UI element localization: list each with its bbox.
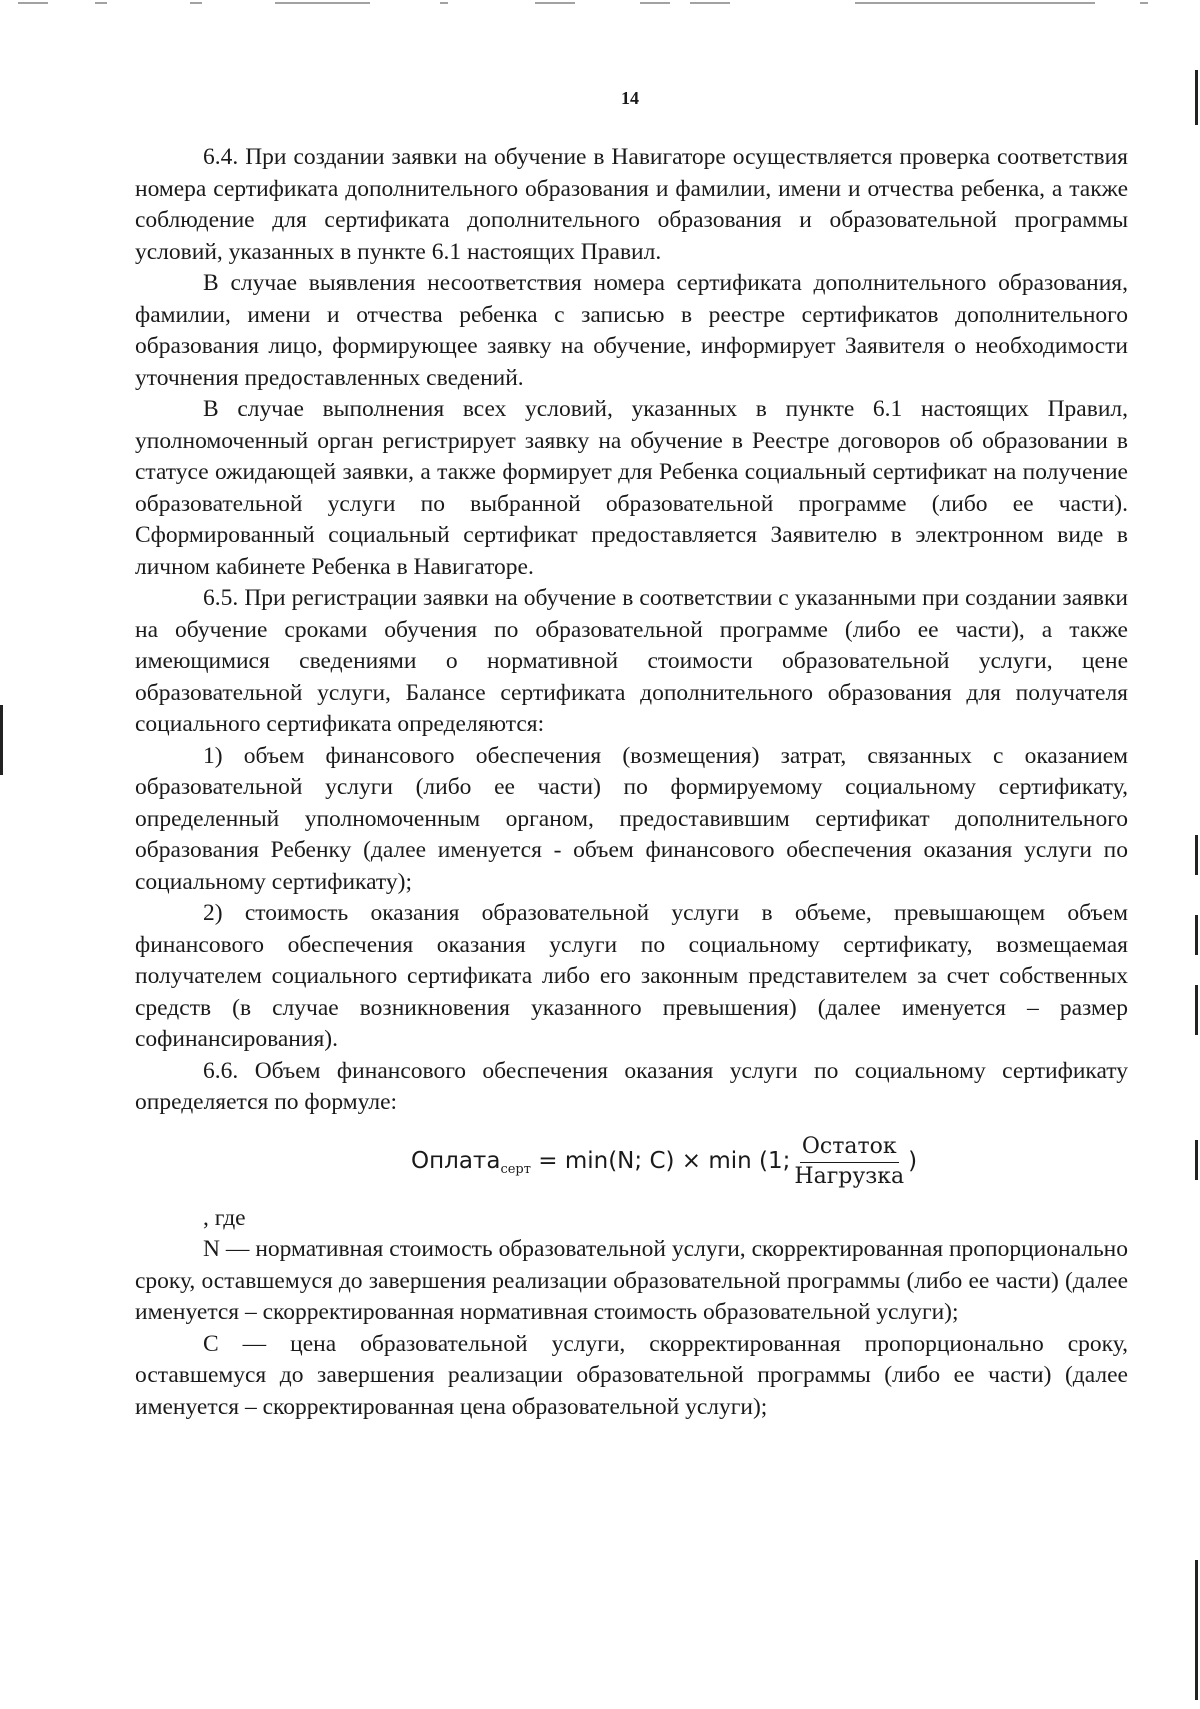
scan-edge-mark	[1195, 835, 1198, 875]
paragraph-6-4: 6.4. При создании заявки на обучение в Навигаторе осуществляется проверка соответствия номера сертификата дополнительного образования и фамилии, имени и отчества ребенка, а также соблюдение для сертификата дополнительного образования и образовательной программы условий, указанных в пункте 6.1 настоящих Правил.	[135, 144, 1128, 265]
paragraph-conditions-met: В случае выполнения всех условий, указанных в пункте 6.1 настоящих Правил, уполномоченный орган регистрирует заявку на обучение в Реестре договоров об образовании в статусе ожидающей заявки, а также формирует для Ребенка социальный сертификат на получение образовательной услуги по выбранной образовательной программе (либо ее части). Сформированный социальный сертификат предоставляется Заявителю в электронном виде в личном кабинете Ребенка в Навигаторе.	[135, 396, 1128, 580]
formula-where: , где	[203, 1204, 246, 1231]
definition-n: N — нормативная стоимость образовательной услуги, скорректированная пропорционально сроку, оставшемуся до завершения реализации образовательной программы (либо ее части) (далее именуется – скорректированная нормативная стоимость образовательной услуги);	[135, 1236, 1128, 1325]
formula	[135, 1121, 1128, 1203]
formula-lhs-subscript: серт	[500, 1161, 531, 1177]
formula-expression	[411, 1127, 917, 1197]
formula-middle: = min(N; C) × min (1;	[530, 1147, 791, 1174]
list-item-1: 1) объем финансового обеспечения (возмещения) затрат, связанных с оказанием образовательной услуги (либо ее части) по формируемому социальному сертификату, определенный уполномоченным органом, предоставившим сертификат дополнительного образования Ребенку (далее именуется - объем финансового обеспечения оказания услуги по социальному сертификату);	[135, 742, 1128, 895]
scan-edge-mark	[1195, 1560, 1198, 1700]
scan-edge-mark	[1195, 915, 1198, 955]
scan-artifact	[0, 0, 1200, 10]
paragraph-6-5: 6.5. При регистрации заявки на обучение в соответствии с указанными при создании заявки на обучение сроками обучения по образовательной программе (либо ее части), а также имеющимися сведениями о нормативной стоимости образовательной услуги, цене образовательной услуги, Балансе сертификата дополнительного образования для получателя социального сертификата определяются:	[135, 585, 1128, 737]
page-number: 14	[621, 88, 639, 108]
formula-close: )	[908, 1147, 918, 1174]
formula-numerator: Остаток	[800, 1133, 899, 1163]
paragraph-6-6: 6.6. Объем финансового обеспечения оказания услуги по социальному сертификату определяется по формуле:	[135, 1057, 1128, 1115]
definition-c: C — цена образовательной услуги, скорректированная пропорционально сроку, оставшемуся до завершения реализации образовательной программы (либо ее части) (далее именуется – скорректированная цена образовательной услуги);	[135, 1330, 1128, 1420]
formula-lhs: Оплата	[411, 1147, 501, 1174]
formula-denominator: Нагрузка	[794, 1163, 905, 1189]
formula-fraction	[792, 1133, 906, 1191]
paragraph-mismatch: В случае выявления несоответствия номера сертификата дополнительного образования, фамилии, имени и отчества ребенка с записью в реестре сертификатов дополнительного образования лицо, формирующее заявку на обучение, информирует Заявителя о необходимости уточнения предоставленных сведений.	[135, 270, 1128, 391]
scan-edge-mark	[1195, 1140, 1198, 1180]
scan-edge-mark	[0, 705, 3, 775]
scan-edge-mark	[1195, 985, 1198, 1035]
list-item-2: 2) стоимость оказания образовательной услуги в объеме, превышающем объем финансового обеспечения оказания услуги по социальному сертификату, возмещаемая получателем социального сертификата либо его законным представителем за счет собственных средств (в случае возникновения указанного превышения) (далее именуется – размер софинансирования).	[135, 900, 1128, 1052]
document-body	[135, 142, 1128, 1423]
